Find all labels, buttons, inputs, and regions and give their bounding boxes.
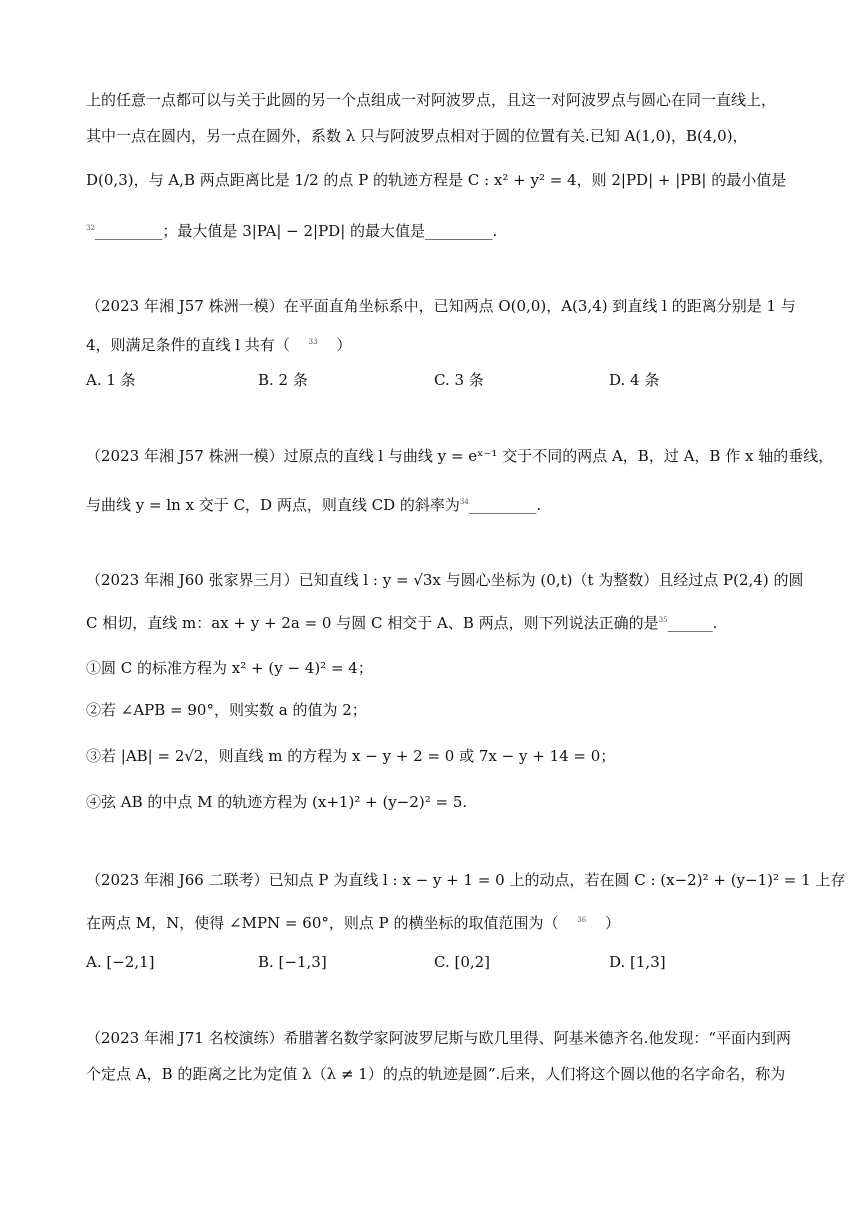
question-34-stem-cont: 与曲线 y = ln x 交于 C，D 两点，则直线 CD 的斜率为$^{34}$_________. bbox=[86, 496, 542, 514]
question-36-stem-cont: 在两点 M，N，使得 ∠MPN = 60°，则点 P 的横坐标的取值范围为（ $^{36}$ ） bbox=[86, 914, 620, 932]
question-35-stem-cont: C 相切，直线 m：ax + y + 2a = 0 与圆 C 相交于 A、B 两点，则下列说法正确的是$^{35}$______. bbox=[86, 614, 718, 632]
option-a: A. [−2,1] bbox=[86, 953, 155, 971]
option-a: A. 1 条 bbox=[86, 371, 136, 389]
question-35-item-3: ③若 |AB| = 2√2，则直线 m 的方程为 x − y + 2 = 0 或 7x − y + 14 = 0； bbox=[86, 747, 616, 765]
question-35-item-1: ①圆 C 的标准方程为 x² + (y − 4)² = 4； bbox=[86, 659, 373, 677]
question-33-stem-cont: 4，则满足条件的直线 l 共有（ $^{33}$ ） bbox=[86, 336, 352, 354]
question-33-stem: （2023 年湘 J57 株洲一模）在平面直角坐标系中，已知两点 O(0,0)，A(3,4) 到直线 l 的距离分别是 1 与 bbox=[86, 297, 796, 315]
text-line: D(0,3)，与 A,B 两点距离比是 1/2 的点 P 的轨迹方程是 C : x² + y² = 4，则 2|PD| + |PB| 的最小值是 bbox=[86, 171, 787, 189]
text-line: 上的任意一点都可以与关于此圆的另一个点组成一对阿波罗点，且这一对阿波罗点与圆心在同一直线上， bbox=[86, 91, 777, 109]
option-d: D. [1,3] bbox=[609, 953, 666, 971]
footnote-ref: 32 bbox=[86, 224, 95, 232]
option-b: B. 2 条 bbox=[258, 371, 308, 389]
question-37-stem: （2023 年湘 J71 名校演练）希腊著名数学家阿波罗尼斯与欧几里得、阿基米德齐名.他发现：“平面内到两 bbox=[86, 1029, 792, 1047]
option-d: D. 4 条 bbox=[609, 371, 660, 389]
question-36-options bbox=[86, 952, 776, 974]
question-37-stem-cont: 个定点 A，B 的距离之比为定值 λ（λ ≠ 1）的点的轨迹是圆”.后来，人们将这个圆以他的名字命名，称为 bbox=[86, 1065, 786, 1083]
text-line: 其中一点在圆内，另一点在圆外，系数 λ 只与阿波罗点相对于圆的位置有关.已知 A(1,0)，B(4,0)， bbox=[86, 127, 748, 145]
question-35-stem: （2023 年湘 J60 张家界三月）已知直线 l : y = √3x 与圆心坐标为 (0,t)（t 为整数）且经过点 P(2,4) 的圆 bbox=[86, 571, 804, 589]
footnote-ref: 33 bbox=[308, 338, 318, 346]
footnote-ref: 34 bbox=[459, 498, 469, 506]
question-35-item-2: ②若 ∠APB = 90°，则实数 a 的值为 2； bbox=[86, 701, 367, 719]
question-34-stem: （2023 年湘 J57 株洲一模）过原点的直线 l 与曲线 y = eˣ⁻¹ 交于不同的两点 A，B，过 A，B 作 x 轴的垂线， bbox=[86, 447, 834, 465]
question-36-stem: （2023 年湘 J66 二联考）已知点 P 为直线 l : x − y + 1 = 0 上的动点，若在圆 C : (x−2)² + (y−1)² = 1 上存 bbox=[86, 871, 846, 889]
question-33-options bbox=[86, 370, 776, 392]
option-c: C. 3 条 bbox=[434, 371, 484, 389]
question-35-item-4: ④弦 AB 的中点 M 的轨迹方程为 (x+1)² + (y−2)² = 5. bbox=[86, 793, 468, 811]
footnote-ref: 35 bbox=[658, 616, 668, 624]
footnote-ref: 36 bbox=[577, 916, 587, 924]
option-b: B. [−1,3] bbox=[258, 953, 327, 971]
text-line: $^{32}$_________；最大值是 3|PA| − 2|PD| 的最大值是_________. bbox=[86, 222, 498, 240]
option-c: C. [0,2] bbox=[434, 953, 491, 971]
